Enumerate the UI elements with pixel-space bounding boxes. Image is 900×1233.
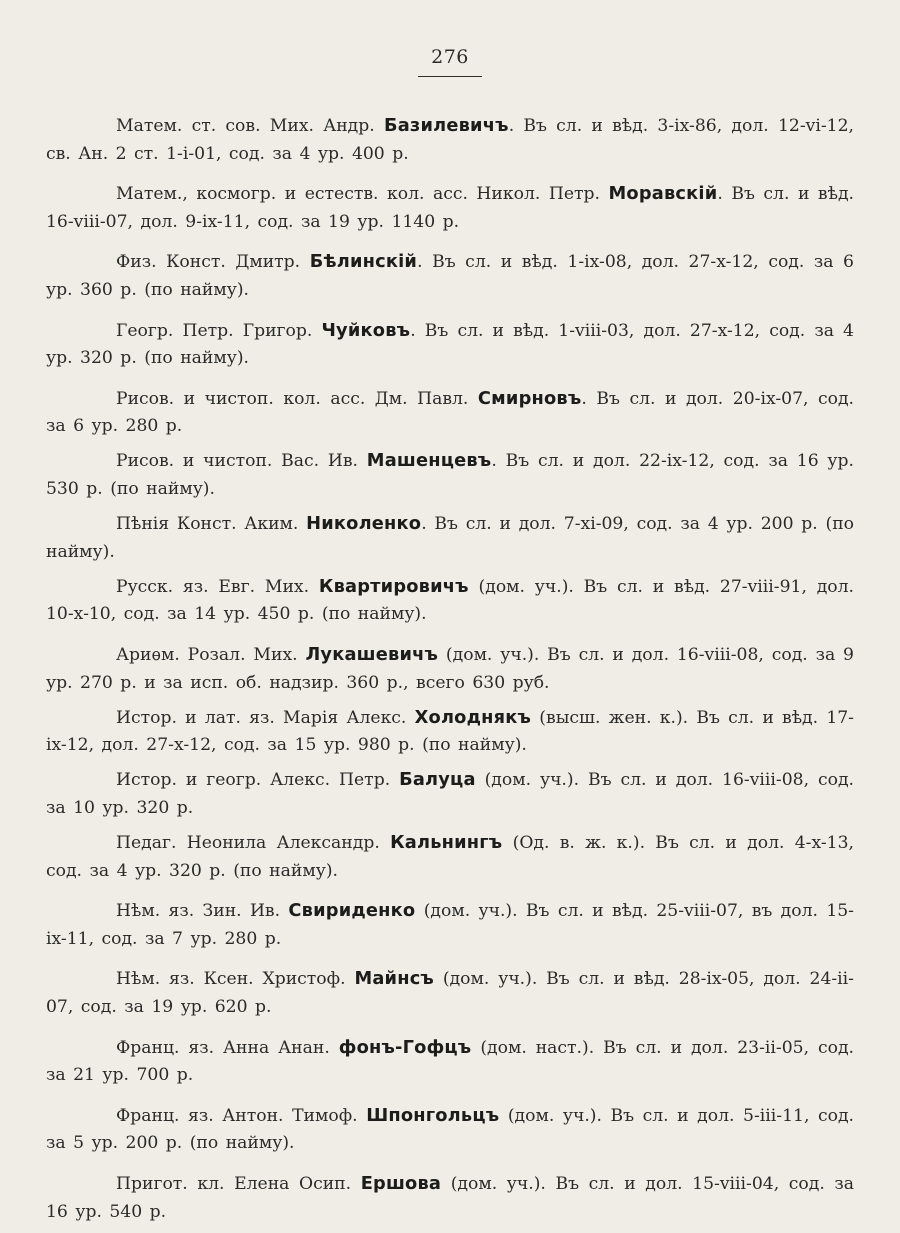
entry-details: . Въ сл. и вѣд. 16-viii-07, дол. 9-ix-11, сод. за 19 ур. 1140 р.: [46, 184, 855, 232]
entry-details: . Въ сл. и вѣд. 1-ix-08, дол. 27-x-12, сод. за 6 ур. 360 р. (по найму).: [46, 252, 854, 300]
entry-role: Русск. яз. Евг. Мих.: [116, 576, 319, 597]
staff-list: [46, 112, 854, 1233]
entry-role: Нѣм. яз. Зин. Ив.: [116, 901, 289, 922]
entry-surname: Чуйковъ: [321, 319, 411, 341]
entry-role: Истор. и геогр. Алекс. Петр.: [116, 770, 400, 791]
entry-role: Франц. яз. Антон. Тимоф.: [116, 1105, 367, 1126]
staff-entry: [46, 447, 854, 503]
staff-entry: [46, 829, 854, 885]
staff-entry: [46, 180, 854, 236]
entry-surname: Ершова: [360, 1173, 442, 1194]
entry-details: (дом. уч.). Въ сл. и вѣд. 25-viii-07, въ дол. 15-ix-11, сод. за 7 ур. 280 р.: [46, 901, 854, 949]
entry-role: Геогр. Петр. Григор.: [116, 320, 322, 341]
entry-details: . Въ сл. и дол. 7-xi-09, сод. за 4 ур. 200 р. (по найму).: [46, 514, 854, 562]
entry-surname: Балуца: [399, 769, 476, 791]
staff-entry: [46, 1170, 854, 1226]
entry-details: . Въ сл. и дол. 22-ix-12, сод. за 16 ур. 530 р. (по найму).: [46, 451, 854, 500]
entry-surname: Бѣлинскій: [309, 251, 418, 273]
entry-surname: Базилевичъ: [383, 115, 509, 136]
entry-surname: Моравскій: [608, 183, 718, 205]
entry-details: (дом. уч.). Въ сл. и вѣд. 28-ix-05, дол. 24-ii-07, сод. за 19 ур. 620 р.: [46, 969, 854, 1018]
entry-role: Рисов. и чистоп. кол. асс. Дм. Павл.: [116, 388, 478, 409]
staff-entry: [46, 1102, 854, 1158]
entry-role: Матем. ст. сов. Мих. Андр.: [116, 116, 384, 136]
staff-entry: [46, 965, 854, 1021]
entry-surname: Лукашевичъ: [305, 644, 439, 665]
entry-surname: Квартировичъ: [318, 575, 469, 597]
entry-details: (дом. уч.). Въ сл. и дол. 16-viii-08, сод. за 9 ур. 270 р. и за исп. об. надзир. 360 р., всего 630 руб.: [46, 645, 854, 693]
entry-details: . Въ сл. и вѣд. 3-ix-86, дол. 12-vi-12, св. Ан. 2 ст. 1-i-01, сод. за 4 ур. 400 р.: [46, 116, 854, 164]
entry-surname: Кальнингъ: [390, 832, 503, 854]
staff-entry: [46, 1034, 854, 1090]
entry-surname: фонъ-Гофцъ: [338, 1036, 472, 1058]
entry-role: Нѣм. яз. Ксен. Христоф.: [116, 969, 355, 990]
entry-surname: Холоднякъ: [414, 706, 532, 728]
entry-surname: Майнсъ: [354, 968, 434, 990]
page-number: 276: [431, 46, 469, 68]
staff-entry: [46, 248, 854, 304]
staff-entry: [46, 510, 854, 566]
entry-role: Пригот. кл. Елена Осип.: [116, 1174, 361, 1194]
entry-details: (дом. уч.). Въ сл. и дол. 16-viii-08, сод. за 10 ур. 320 р.: [46, 770, 854, 818]
staff-entry: [46, 704, 854, 760]
entry-surname: Смирновъ: [477, 387, 582, 409]
entry-surname: Машенцевъ: [366, 450, 492, 472]
entry-details: (дом. уч.). Въ сл. и дол. 15-viii-04, сод. за 16 ур. 540 р.: [46, 1174, 854, 1222]
entry-details: (дом. уч.). Въ сл. и дол. 5-iii-11, сод. за 5 ур. 200 р. (по найму).: [46, 1105, 854, 1154]
staff-entry: [46, 641, 854, 697]
entry-role: Истор. и лат. яз. Марія Алекс.: [116, 707, 415, 728]
entry-details: (высш. жен. к.). Въ сл. и вѣд. 17-ix-12, дол. 27-x-12, сод. за 15 ур. 980 р. (по найму).: [46, 707, 854, 756]
entry-role: Пѣнія Конст. Аким.: [116, 514, 307, 535]
entry-role: Физ. Конст. Дмитр.: [116, 252, 310, 273]
entry-role: Рисов. и чистоп. Вас. Ив.: [116, 451, 367, 472]
staff-entry: [46, 573, 854, 629]
staff-entry: [46, 897, 854, 953]
entry-role: Матем., космогр. и естеств. кол. асс. Никол. Петр.: [116, 184, 609, 205]
entry-details: . Въ сл. и дол. 20-ix-07, сод. за 6 ур. 280 р.: [46, 388, 855, 437]
entry-role: Педаг. Неонила Александр.: [116, 833, 391, 854]
staff-entry: [46, 112, 854, 168]
entry-surname: Николенко: [306, 513, 422, 535]
entry-role: Ариѳм. Розал. Мих.: [116, 645, 306, 665]
entry-details: (дом. наст.). Въ сл. и дол. 23-ii-05, сод. за 21 ур. 700 р.: [46, 1037, 854, 1086]
entry-surname: Шпонгольцъ: [366, 1104, 500, 1126]
page-number-rule: [418, 76, 482, 77]
staff-entry: [46, 766, 854, 822]
entry-details: (Од. в. ж. к.). Въ сл. и дол. 4-x-13, сод. за 4 ур. 320 р. (по найму).: [46, 833, 854, 881]
entry-surname: Свириденко: [288, 900, 416, 922]
staff-entry: [46, 317, 854, 373]
entry-details: . Въ сл. и вѣд. 1-viii-03, дол. 27-x-12, сод. за 4 ур. 320 р. (по найму).: [46, 320, 854, 369]
entry-details: (дом. уч.). Въ сл. и вѣд. 27-viii-91, дол. 10-x-10, сод. за 14 ур. 450 р. (по найму).: [46, 576, 855, 625]
entry-role: Франц. яз. Анна Анан.: [116, 1037, 339, 1058]
staff-entry: [46, 385, 854, 441]
